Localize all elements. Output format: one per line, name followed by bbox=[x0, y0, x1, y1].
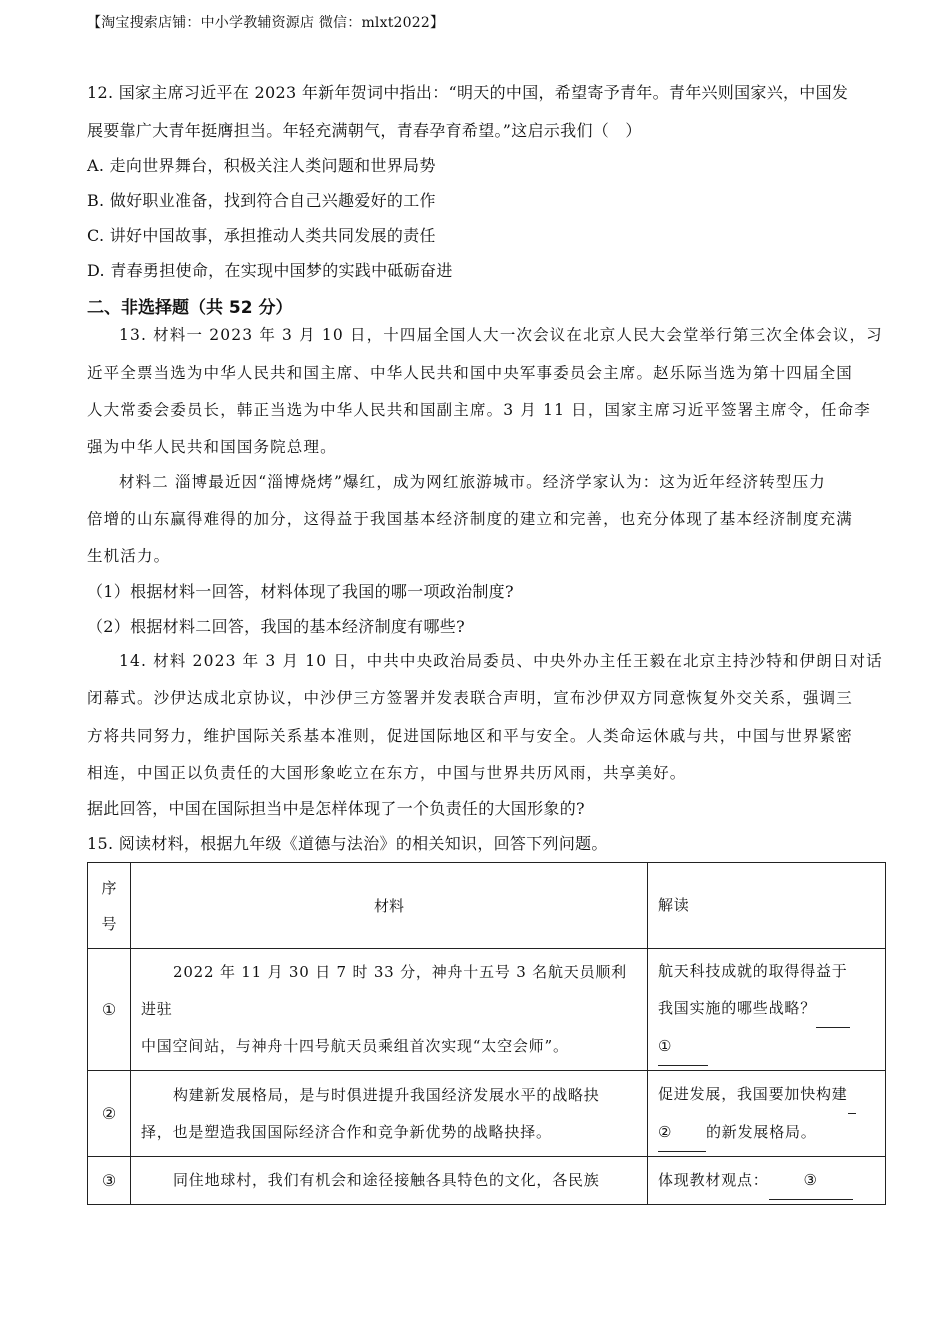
q15-intro: 15. 阅读材料，根据九年级《道德与法治》的相关知识，回答下列问题。 bbox=[87, 834, 608, 853]
table-row bbox=[88, 949, 886, 1071]
q13-subquestion-2: （2）根据材料二回答，我国的基本经济制度有哪些? bbox=[87, 617, 465, 636]
row-number: ② bbox=[101, 1104, 117, 1123]
row-number: ① bbox=[101, 1000, 117, 1019]
row-reading-line bbox=[648, 1114, 885, 1152]
q13-subquestion-1: （1）根据材料一回答，材料体现了我国的哪一项政治制度? bbox=[87, 582, 514, 601]
header-number-cell bbox=[88, 863, 131, 949]
row-material-line: 中国空间站，与神舟十四号航天员乘组首次实现“太空会师”。 bbox=[141, 1037, 569, 1055]
row-reading-text: 体现教材观点： bbox=[658, 1170, 769, 1189]
blank-number: ③ bbox=[803, 1170, 818, 1189]
header-material-cell bbox=[131, 863, 648, 949]
q12-stem-line-2: 展要靠广大青年挺膺担当。年轻充满朝气，青春孕育希望。”这启示我们（ ） bbox=[87, 121, 642, 140]
q15-table bbox=[87, 862, 886, 1205]
row-material-line: 同住地球村，我们有机会和途径接触各具特色的文化，各民族 bbox=[173, 1171, 600, 1189]
row-reading-text: 促进发展，我国要加快构建 bbox=[658, 1084, 848, 1103]
row-number: ③ bbox=[101, 1171, 117, 1190]
row-material-line: 择，也是塑造我国国际经济合作和竞争新优势的战略抉择。 bbox=[141, 1122, 552, 1141]
row-reading-line: 航天科技成就的取得得益于 bbox=[658, 962, 848, 980]
q13-material1-line: 人大常委会委员长，韩正当选为中华人民共和国副主席。3 月 11 日，国家主席习近平签署主席令，任命李 bbox=[87, 401, 871, 419]
row-number-cell bbox=[88, 949, 131, 1071]
row-reading-cell bbox=[648, 949, 886, 1071]
table-header-row bbox=[88, 863, 886, 949]
answer-blank[interactable] bbox=[658, 1114, 706, 1152]
answer-blank-line[interactable] bbox=[816, 990, 850, 1028]
q13-material2-line: 倍增的山东赢得难得的加分，这得益于我国基本经济制度的建立和完善，也充分体现了基本经济制度充满 bbox=[87, 510, 853, 528]
row-reading-blank-line bbox=[648, 1028, 885, 1066]
q13-material1-line: 13. 材料一 2023 年 3 月 10 日，十四届全国人大一次会议在北京人民大会堂举行第三次全体会议，习 bbox=[119, 326, 883, 344]
row-reading-cell bbox=[648, 1157, 886, 1205]
q13-material1-line: 强为中华人民共和国国务院总理。 bbox=[87, 438, 337, 456]
header-reading-label: 解读 bbox=[658, 896, 690, 914]
table-row bbox=[88, 1071, 886, 1157]
row-reading-text: 我国实施的哪些战略？ bbox=[658, 999, 817, 1017]
q13-material2-line: 材料二 淄博最近因“淄博烧烤”爆红，成为网红旅游城市。经济学家认为：这为近年经济转型压力 bbox=[119, 473, 826, 491]
section-2-title: 二、非选择题（共 52 分） bbox=[87, 298, 293, 318]
row-material-cell bbox=[131, 949, 648, 1071]
row-material-cell bbox=[131, 1157, 648, 1205]
row-reading-line bbox=[648, 1076, 885, 1114]
table-row bbox=[88, 1157, 886, 1205]
q14-material-line: 相连，中国正以负责任的大国形象屹立在东方，中国与世界共历风雨，共享美好。 bbox=[87, 764, 687, 782]
answer-blank-line[interactable] bbox=[848, 1076, 856, 1114]
answer-blank[interactable] bbox=[658, 1028, 708, 1066]
row-reading-line bbox=[648, 1162, 885, 1200]
q14-material-line: 闭幕式。沙伊达成北京协议，中沙伊三方签署并发表联合声明，宣布沙伊双方同意恢复外交关系，强调三 bbox=[87, 689, 853, 707]
q13-material1-line: 近平全票当选为中华人民共和国主席、中华人民共和国中央军事委员会主席。赵乐际当选为第十四届全国 bbox=[87, 364, 853, 382]
q12-option-b: B. 做好职业准备，找到符合自己兴趣爱好的工作 bbox=[87, 191, 436, 210]
header-number-char-1: 序 bbox=[101, 878, 117, 897]
answer-blank[interactable] bbox=[769, 1162, 853, 1200]
header-note: 【淘宝搜索店铺：中小学教辅资源店 微信：mlxt2022】 bbox=[87, 15, 445, 31]
q12-option-a: A. 走向世界舞台，积极关注人类问题和世界局势 bbox=[87, 156, 436, 175]
row-reading-cell bbox=[648, 1071, 886, 1157]
q14-material-line: 14. 材料 2023 年 3 月 10 日，中共中央政治局委员、中央外办主任王毅在北京主持沙特和伊朗日对话 bbox=[119, 652, 883, 670]
row-material-cell bbox=[131, 1071, 648, 1157]
blank-number: ② bbox=[658, 1122, 673, 1141]
header-material-label: 材料 bbox=[373, 897, 404, 915]
q12-option-c: C. 讲好中国故事，承担推动人类共同发展的责任 bbox=[87, 226, 436, 245]
q12-option-d: D. 青春勇担使命，在实现中国梦的实践中砥砺奋进 bbox=[87, 261, 453, 280]
row-material-line: 构建新发展格局，是与时俱进提升我国经济发展水平的战略抉 bbox=[173, 1085, 600, 1104]
row-number-cell bbox=[88, 1157, 131, 1205]
q14-question: 据此回答，中国在国际担当中是怎样体现了一个负责任的大国形象的? bbox=[87, 799, 585, 818]
row-reading-line bbox=[648, 990, 885, 1028]
q13-material2-line: 生机活力。 bbox=[87, 547, 171, 565]
row-number-cell bbox=[88, 1071, 131, 1157]
row-reading-text: 的新发展格局。 bbox=[706, 1122, 817, 1141]
row-material-line: 2022 年 11 月 30 日 7 时 33 分，神舟十五号 3 名航天员顺利进驻 bbox=[141, 963, 627, 1018]
q12-stem-line-1: 12. 国家主席习近平在 2023 年新年贺词中指出：“明天的中国，希望寄予青年。青年兴则国家兴，中国发 bbox=[87, 83, 849, 102]
q14-material-line: 方将共同努力，维护国际关系基本准则，促进国际地区和平与安全。人类命运休戚与共，中国与世界紧密 bbox=[87, 727, 853, 745]
header-number-char-2: 号 bbox=[101, 914, 117, 933]
blank-number: ① bbox=[658, 1037, 673, 1055]
header-reading-cell bbox=[648, 863, 886, 949]
